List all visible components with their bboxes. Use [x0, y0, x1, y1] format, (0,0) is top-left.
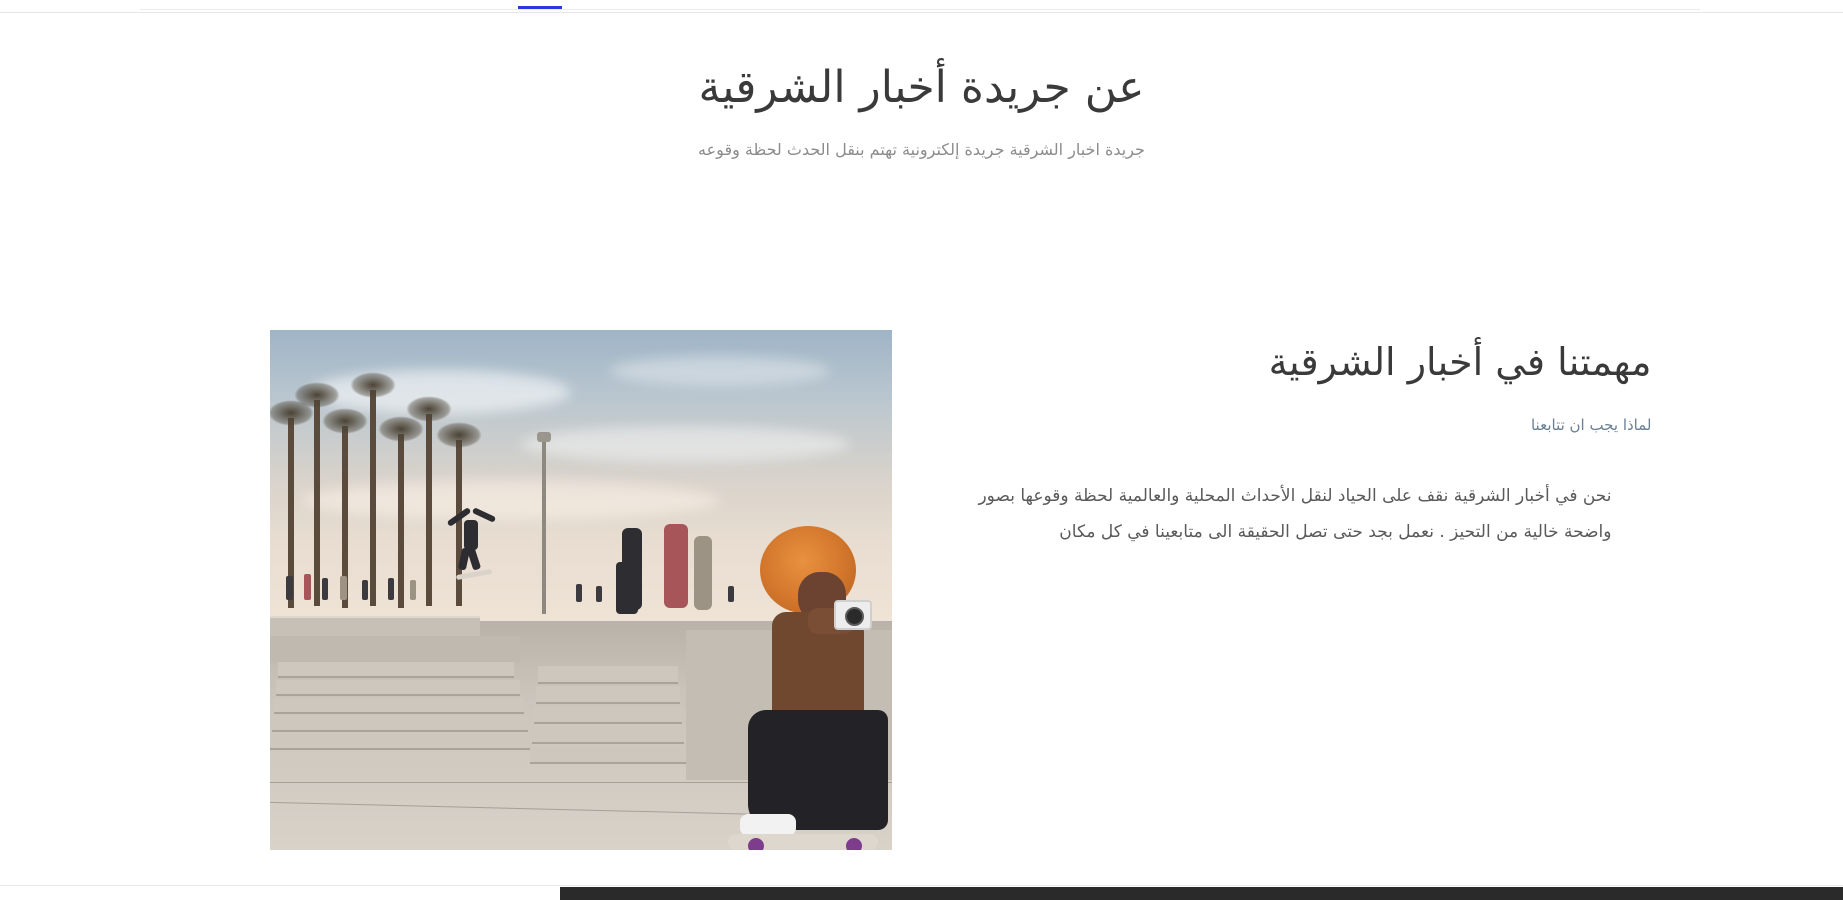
- skatepark-photo: [270, 330, 892, 850]
- palm-tree-icon: [398, 434, 404, 608]
- person-figure: [728, 586, 734, 602]
- person-figure: [410, 580, 416, 600]
- light-pole-icon: [542, 442, 546, 614]
- person-figure: [694, 536, 712, 610]
- stair-step: [532, 726, 684, 744]
- mission-kicker: لماذا يجب ان تتابعنا: [1530, 416, 1652, 435]
- person-figure: [388, 578, 394, 600]
- stair-step: [538, 666, 678, 684]
- page-title: عن جريدة أخبار الشرقية: [698, 62, 1145, 113]
- stair-step: [278, 662, 514, 678]
- person-figure: [340, 576, 347, 600]
- mission-body: نحن في أخبار الشرقية نقف على الحياد لنقل الأحداث المحلية والعالمية لحظة وقوعها بصور واضحة خالية من التحيز . نعمل بجد حتى تصل الحقيقة الى متابعينا في كل مكان: [978, 486, 1612, 543]
- photo-cloud: [520, 426, 850, 462]
- palm-tree-icon: [426, 414, 432, 606]
- person-figure: [664, 524, 688, 608]
- viewport-bottom-dark-segment: [560, 887, 1843, 900]
- stair-step: [536, 686, 680, 704]
- photographer-figure: [738, 520, 892, 850]
- nav-divider: [140, 9, 1700, 10]
- photo-cloud: [610, 356, 830, 386]
- person-figure: [616, 562, 638, 614]
- mission-title: مهمتنا في أخبار الشرقية: [1268, 340, 1652, 384]
- person-figure: [576, 584, 582, 602]
- stair-step: [534, 706, 682, 724]
- palm-tree-icon: [314, 400, 320, 606]
- person-figure: [286, 576, 293, 600]
- photo-cloud: [300, 480, 720, 520]
- skateboard-wheel: [846, 838, 862, 850]
- mission-text-column: [932, 330, 1652, 568]
- active-tab-underline[interactable]: [518, 6, 562, 9]
- stair-step: [274, 698, 524, 714]
- top-navigation-strip: [0, 0, 1843, 13]
- person-figure: [304, 574, 311, 600]
- stair-step: [270, 734, 532, 750]
- person-figure: [322, 578, 328, 600]
- page-subtitle: جريدة اخبار الشرقية جريدة إلكترونية تهتم بنقل الحدث لحظة وقوعه: [698, 140, 1145, 159]
- palm-tree-icon: [370, 390, 376, 606]
- concrete-ramp: [270, 636, 520, 662]
- stair-step: [276, 680, 520, 696]
- camera-icon: [834, 600, 872, 630]
- stair-step: [272, 716, 528, 732]
- shoe: [740, 814, 796, 836]
- skater-figure: [450, 506, 494, 566]
- person-figure: [596, 586, 602, 602]
- viewport-bottom-edge: [0, 885, 1843, 900]
- person-figure: [362, 580, 368, 600]
- legs: [748, 710, 888, 830]
- mission-image-column: [192, 330, 932, 850]
- mission-section: [0, 330, 1843, 850]
- about-header: [0, 60, 1843, 163]
- skateboard-wheel: [748, 838, 764, 850]
- stair-step: [530, 746, 686, 764]
